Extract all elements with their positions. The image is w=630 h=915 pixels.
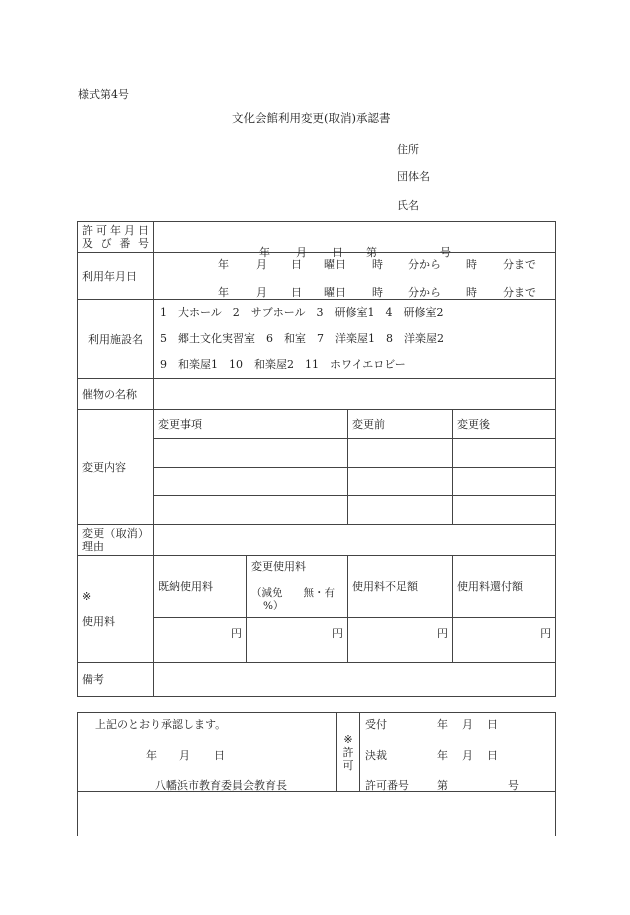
approval-table <box>77 712 556 836</box>
permit-mark-cell <box>337 713 360 792</box>
changed-fee-title: 変更使用料 <box>251 560 306 573</box>
facility-line-3: 9 和楽屋1 10 和楽屋2 11 ホワイエロビー <box>160 358 406 371</box>
permit-char-2: 可 <box>342 758 354 772</box>
start-month-unit: 月 <box>256 286 267 299</box>
permit-number-label: 許可番号 <box>365 779 409 792</box>
yen-unit: 円 <box>231 627 242 640</box>
fee-shortage-field[interactable] <box>348 618 453 663</box>
reason-row <box>78 525 556 556</box>
start-hour-unit: 時 <box>372 286 383 299</box>
fee-refund-field[interactable] <box>453 618 556 663</box>
change-request-table <box>77 221 556 697</box>
receipt-year-unit: 年 <box>437 718 448 731</box>
change-header-row <box>78 410 556 439</box>
start-minute-unit: 分から <box>408 286 441 299</box>
facility-line-1: 1 大ホール 2 サブホール 3 研修室1 4 研修室2 <box>160 306 444 319</box>
decision-label: 決裁 <box>365 749 387 762</box>
yen-unit: 円 <box>437 627 448 640</box>
start-year-unit: 年 <box>218 286 229 299</box>
changed-fee-header <box>247 556 348 618</box>
start-month-unit: 月 <box>256 258 267 271</box>
organization-label: 団体名 <box>397 170 430 183</box>
issuer-name: 八幡浜市教育委員会教育長 <box>155 779 287 792</box>
start-weekday-unit: 曜日 <box>324 258 346 271</box>
permit-label-line2: 及び番号 <box>82 237 149 250</box>
end-minute-unit: 分まで <box>503 258 536 271</box>
facility-row <box>78 300 556 379</box>
before-change-field[interactable] <box>348 496 453 525</box>
change-item-field[interactable] <box>154 439 348 468</box>
permit-row <box>78 222 556 253</box>
receipt-label: 受付 <box>365 718 387 731</box>
yen-unit: 円 <box>332 627 343 640</box>
usage-date-cell[interactable] <box>154 253 556 300</box>
decision-year-unit: 年 <box>437 749 448 762</box>
change-item-header: 変更事項 <box>154 410 348 439</box>
permit-number-prefix: 第 <box>437 779 448 792</box>
permit-note-mark: ※ <box>343 732 353 746</box>
change-content-label: 変更内容 <box>78 410 154 525</box>
form-number: 様式第4号 <box>78 88 129 101</box>
permit-value-cell[interactable] <box>154 222 556 259</box>
start-day-unit: 日 <box>291 286 302 299</box>
usage-date-label: 利用年月日 <box>78 253 154 300</box>
permit-number-suffix: 号 <box>508 779 519 792</box>
approval-blank-row <box>78 792 556 836</box>
fee-shortage-header: 使用料不足額 <box>348 556 453 618</box>
before-change-field[interactable] <box>348 439 453 468</box>
start-hour-unit: 時 <box>372 258 383 271</box>
end-hour-unit: 時 <box>466 258 477 271</box>
decision-month-unit: 月 <box>462 749 473 762</box>
remarks-label: 備考 <box>78 663 154 697</box>
approval-year-unit: 年 <box>146 749 157 762</box>
remarks-row <box>78 663 556 697</box>
document-title: 文化会館利用変更(取消)承認書 <box>232 111 391 125</box>
paid-fee-field[interactable] <box>154 618 247 663</box>
fee-label-text: 使用料 <box>82 615 115 628</box>
permit-day-unit: 日 <box>332 246 343 259</box>
permit-char-1: 許 <box>342 745 354 759</box>
receipt-month-unit: 月 <box>462 718 473 731</box>
approval-day-unit: 日 <box>214 749 225 762</box>
remarks-field[interactable] <box>154 663 556 697</box>
reason-label-line1: 変更（取消） <box>82 527 149 540</box>
receipt-day-unit: 日 <box>487 718 498 731</box>
fee-label <box>78 556 154 663</box>
start-day-unit: 日 <box>291 258 302 271</box>
change-item-field[interactable] <box>154 468 348 496</box>
fee-header-row <box>78 556 556 618</box>
start-weekday-unit: 曜日 <box>324 286 346 299</box>
event-name-label: 催物の名称 <box>78 379 154 410</box>
after-change-field[interactable] <box>453 496 556 525</box>
after-change-header: 変更後 <box>453 410 556 439</box>
approval-row <box>78 713 556 792</box>
facility-options[interactable] <box>154 300 556 379</box>
event-name-field[interactable] <box>154 379 556 410</box>
paid-fee-header: 既納使用料 <box>154 556 247 618</box>
fee-note-mark: ※ <box>82 590 92 603</box>
reduction-note: （減免 無・有 <box>251 587 335 599</box>
permit-label <box>78 222 154 253</box>
reason-label <box>78 525 154 556</box>
approval-statement: 上記のとおり承認します。 <box>95 718 227 731</box>
decision-day-unit: 日 <box>487 749 498 762</box>
reason-label-line2: 理由 <box>82 540 104 553</box>
event-row <box>78 379 556 410</box>
permit-number-suffix: 号 <box>440 246 451 259</box>
permit-label-line1: 許可年月日 <box>82 224 149 237</box>
reduction-percent: %） <box>263 600 284 612</box>
name-label: 氏名 <box>397 199 419 212</box>
address-label: 住所 <box>397 143 419 156</box>
start-year-unit: 年 <box>218 258 229 271</box>
permit-number-prefix: 第 <box>366 246 377 259</box>
usage-date-row <box>78 253 556 300</box>
changed-fee-field[interactable] <box>247 618 348 663</box>
office-use-cell <box>360 713 556 792</box>
end-minute-unit: 分まで <box>503 286 536 299</box>
before-change-header: 変更前 <box>348 410 453 439</box>
fee-refund-header: 使用料還付額 <box>453 556 556 618</box>
after-change-field[interactable] <box>453 439 556 468</box>
approval-month-unit: 月 <box>179 749 190 762</box>
end-hour-unit: 時 <box>466 286 477 299</box>
approval-blank-area <box>78 792 556 836</box>
reason-field[interactable] <box>154 525 556 556</box>
facility-line-2: 5 郷土文化実習室 6 和室 7 洋楽屋1 8 洋楽屋2 <box>160 332 444 345</box>
after-change-field[interactable] <box>453 468 556 496</box>
before-change-field[interactable] <box>348 468 453 496</box>
change-item-field[interactable] <box>154 496 348 525</box>
start-minute-unit: 分から <box>408 258 441 271</box>
permit-year-unit: 年 <box>259 246 270 259</box>
permit-month-unit: 月 <box>296 246 307 259</box>
facility-label: 利用施設名 <box>78 300 154 379</box>
yen-unit: 円 <box>540 627 552 640</box>
approval-statement-cell <box>78 713 337 792</box>
